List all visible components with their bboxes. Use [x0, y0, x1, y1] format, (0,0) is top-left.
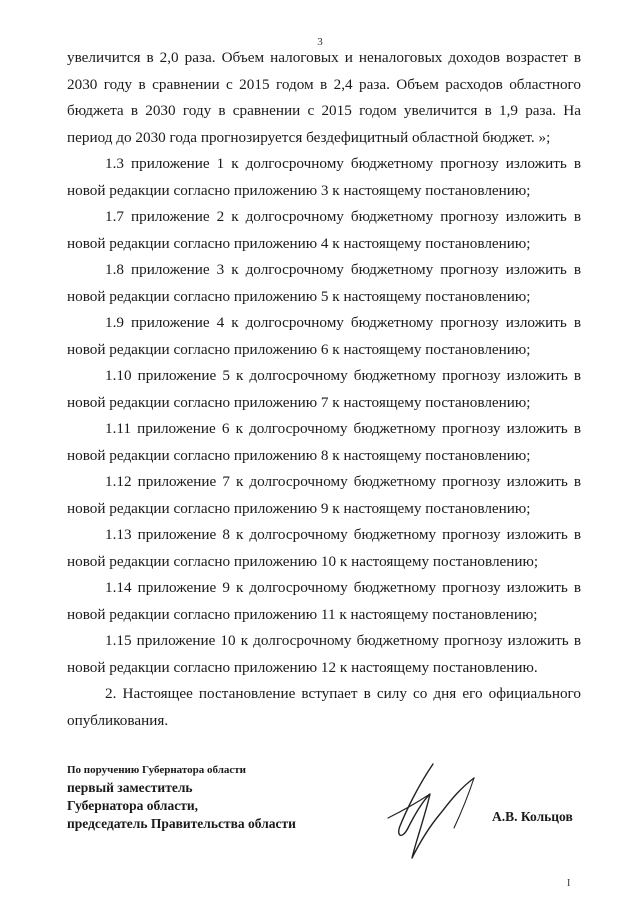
paragraph-continuation: увеличится в 2,0 раза. Объем налоговых и неналоговых доходов возрастет в 2030 году в сравнении с 2015 годом в 2,4 раза. Объем расходов областного бюджета в 2030 году в сравнении с 2015 годом увеличится в 1,9 раза. На период до 2030 года прогнозируется бездефицитный областной бюджет. »; [67, 49, 581, 146]
document-body [67, 45, 581, 734]
signatory-title-block [67, 761, 296, 833]
page-number: 3 [317, 36, 323, 48]
signatory-line-1: По поручению Губернатора области [67, 764, 247, 776]
signatory-name: А.В. Кольцов [492, 809, 573, 824]
paragraph-item-1-9: 1.9 приложение 4 к долгосрочному бюджетному прогнозу изложить в новой редакции согласно приложению 6 к настоящему постановлению; [67, 314, 581, 358]
paragraph-item-1-14: 1.14 приложение 9 к долгосрочному бюджетному прогнозу изложить в новой редакции согласно приложению 11 к настоящему постановлению; [67, 579, 581, 623]
paragraph-item-1-11: 1.11 приложение 6 к долгосрочному бюджетному прогнозу изложить в новой редакции согласно приложению 8 к настоящему постановлению; [67, 420, 581, 464]
paragraph-item-1-10: 1.10 приложение 5 к долгосрочному бюджетному прогнозу изложить в новой редакции согласно приложению 7 к настоящему постановлению; [67, 367, 581, 411]
paragraph-item-2: 2. Настоящее постановление вступает в силу со дня его официального опубликования. [67, 685, 581, 729]
paragraph-item-1-12: 1.12 приложение 7 к долгосрочному бюджетному прогнозу изложить в новой редакции согласно приложению 9 к настоящему постановлению; [67, 473, 581, 517]
paragraph-item-1-8: 1.8 приложение 3 к долгосрочному бюджетному прогнозу изложить в новой редакции согласно приложению 5 к настоящему постановлению; [67, 261, 581, 305]
corner-mark: I [567, 878, 571, 889]
handwritten-signature-icon [378, 756, 498, 866]
signatory-line-2: первый заместитель [67, 780, 193, 795]
paragraph-item-1-15: 1.15 приложение 10 к долгосрочному бюджетному прогнозу изложить в новой редакции согласно приложению 12 к настоящему постановлению. [67, 632, 581, 676]
signatory-line-4: председатель Правительства области [67, 816, 296, 831]
paragraph-item-1-7: 1.7 приложение 2 к долгосрочному бюджетному прогнозу изложить в новой редакции согласно приложению 4 к настоящему постановлению; [67, 208, 581, 252]
paragraph-item-1-13: 1.13 приложение 8 к долгосрочному бюджетному прогнозу изложить в новой редакции согласно приложению 10 к настоящему постановлению; [67, 526, 581, 570]
signatory-line-3: Губернатора области, [67, 798, 198, 813]
paragraph-item-1-3: 1.3 приложение 1 к долгосрочному бюджетному прогнозу изложить в новой редакции согласно приложению 3 к настоящему постановлению; [67, 155, 581, 199]
